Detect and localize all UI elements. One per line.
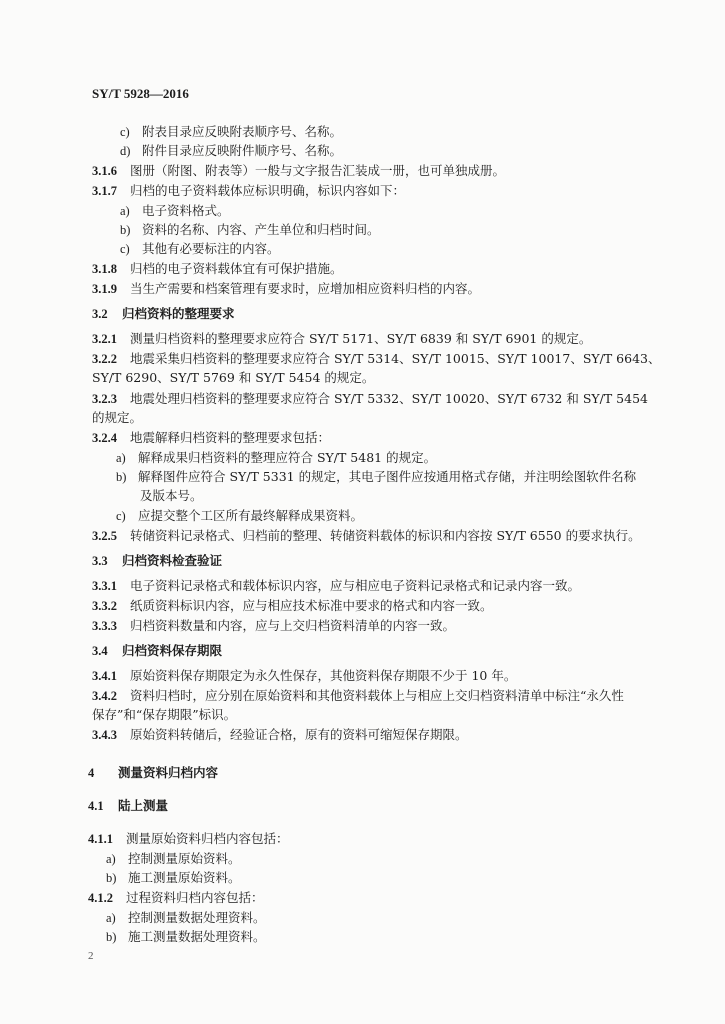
item-label: a) [120, 204, 130, 218]
line-text: 及版本号。 [140, 488, 203, 503]
line-text: 归档的电子资料载体宜有可保护措施。 [130, 261, 343, 276]
clause-number: 3.4.2 [92, 689, 117, 703]
clause-number: 3.2.2 [92, 352, 117, 366]
text-line [92, 391, 648, 407]
line-text: 附件目录应反映附件顺序号、名称。 [142, 143, 343, 158]
item-label: b) [106, 930, 117, 944]
text-line [116, 469, 636, 485]
text-line [92, 688, 624, 704]
line-text: 其他有必要标注的内容。 [142, 241, 280, 256]
clause-number: 3.1.6 [92, 164, 117, 178]
line-text: 原始资料保存期限定为永久性保存，其他资料保存期限不少于 10 年。 [130, 668, 517, 683]
item-label: d) [120, 144, 131, 158]
text-line [120, 143, 342, 159]
text-line [92, 578, 580, 594]
text-line [92, 183, 405, 199]
section-heading [88, 765, 218, 781]
clause-number: 3.2.3 [92, 392, 117, 406]
page-number: 2 [88, 950, 94, 962]
section-heading [88, 798, 168, 814]
line-text: 附表目录应反映附表顺序号、名称。 [142, 124, 343, 139]
text-line [106, 870, 241, 886]
text-line [92, 410, 142, 426]
line-text: 过程资料归档内容包括： [126, 890, 264, 905]
line-text: 陆上测量 [118, 798, 169, 813]
line-text: 解释成果归档资料的整理应符合 SY/T 5481 的规定。 [138, 450, 437, 465]
line-text: 控制测量原始资料。 [128, 851, 241, 866]
line-text: 的规定。 [92, 410, 143, 425]
clause-number: 3.2.1 [92, 332, 117, 346]
item-label: c) [116, 509, 126, 523]
clause-number: 4 [88, 766, 95, 780]
text-line [120, 241, 280, 257]
line-text: 归档的电子资料载体应标识明确，标识内容如下： [130, 183, 406, 198]
item-label: c) [120, 242, 130, 256]
text-line [92, 727, 468, 743]
text-line [92, 261, 343, 277]
clause-number: 3.4 [92, 644, 108, 658]
line-text: 测量资料归档内容 [118, 765, 219, 780]
line-text: 测量归档资料的整理要求应符合 SY/T 5171、SY/T 6839 和 SY/T 6901 的规定。 [130, 331, 592, 346]
standard-header: SY/T 5928—2016 [92, 86, 189, 101]
text-line [116, 450, 436, 466]
text-line [120, 222, 380, 238]
text-line [120, 124, 342, 140]
clause-number: 3.3.3 [92, 619, 117, 633]
text-line [106, 929, 266, 945]
line-text: 应提交整个工区所有最终解释成果资料。 [138, 508, 364, 523]
text-line [92, 331, 591, 347]
text-line [116, 508, 363, 524]
clause-number: 3.3.2 [92, 599, 117, 613]
line-text: 资料的名称、内容、产生单位和归档时间。 [142, 222, 380, 237]
text-line [92, 707, 236, 723]
text-line [120, 203, 230, 219]
text-line [106, 910, 266, 926]
text-line [140, 488, 203, 504]
section-heading [92, 643, 222, 659]
clause-number: 3.2.5 [92, 529, 117, 543]
line-text: 控制测量数据处理资料。 [128, 910, 266, 925]
clause-number: 3.3.1 [92, 579, 117, 593]
clause-number: 3.1.8 [92, 262, 117, 276]
clause-number: 4.1.2 [88, 891, 113, 905]
text-line [92, 351, 660, 367]
line-text: 测量原始资料归档内容包括： [126, 831, 289, 846]
clause-number: 3.4.3 [92, 728, 117, 742]
clause-number: 3.2.4 [92, 431, 117, 445]
line-text: 地震采集归档资料的整理要求应符合 SY/T 5314、SY/T 10015、SY/T 10017、SY/T 6643、 [130, 351, 661, 366]
item-label: b) [116, 470, 127, 484]
text-line [88, 890, 264, 906]
line-text: 转储资料记录格式、归档前的整理、转储资料载体的标识和内容按 SY/T 6550 的要求执行。 [130, 528, 641, 543]
item-label: b) [120, 223, 131, 237]
text-line [92, 528, 641, 544]
clause-number: 3.3 [92, 554, 108, 568]
line-text: SY/T 6290、SY/T 5769 和 SY/T 5454 的规定。 [92, 370, 375, 385]
text-line [92, 370, 374, 386]
line-text: 施工测量原始资料。 [128, 870, 241, 885]
item-label: a) [116, 451, 126, 465]
clause-number: 4.1 [88, 799, 104, 813]
line-text: 原始资料转储后，经验证合格，原有的资料可缩短保存期限。 [130, 727, 468, 742]
line-text: 资料归档时，应分别在原始资料和其他资料载体上与相应上交归档资料清单中标注“永久性 [130, 688, 624, 703]
line-text: 地震处理归档资料的整理要求应符合 SY/T 5332、SY/T 10020、SY/T 6732 和 SY/T 5454 [130, 391, 648, 406]
text-line [92, 163, 505, 179]
clause-number: 3.2 [92, 307, 108, 321]
line-text: 电子资料格式。 [142, 203, 230, 218]
line-text: 纸质资料标识内容，应与相应技术标准中要求的格式和内容一致。 [130, 598, 493, 613]
line-text: 归档资料保存期限 [122, 643, 223, 658]
clause-number: 3.4.1 [92, 669, 117, 683]
line-text: 图册（附图、附表等）一般与文字报告汇装成一册，也可单独成册。 [130, 163, 506, 178]
text-line [106, 851, 241, 867]
text-line [92, 281, 480, 297]
text-line [92, 668, 516, 684]
clause-number: 3.1.9 [92, 282, 117, 296]
section-heading [92, 553, 222, 569]
line-text: 解释图件应符合 SY/T 5331 的规定，其电子图件应按通用格式存储，并注明绘图软件名称 [138, 469, 637, 484]
item-label: a) [106, 911, 116, 925]
line-text: 归档资料数量和内容，应与上交归档资料清单的内容一致。 [130, 618, 456, 633]
clause-number: 4.1.1 [88, 832, 113, 846]
item-label: c) [120, 125, 130, 139]
text-line [92, 598, 493, 614]
item-label: b) [106, 871, 117, 885]
text-line [92, 618, 455, 634]
clause-number: 3.1.7 [92, 184, 117, 198]
line-text: 保存”和“保存期限”标识。 [92, 707, 237, 722]
text-line [92, 430, 330, 446]
line-text: 地震解释归档资料的整理要求包括： [130, 430, 331, 445]
line-text: 电子资料记录格式和载体标识内容，应与相应电子资料记录格式和记录内容一致。 [130, 578, 581, 593]
line-text: 归档资料的整理要求 [122, 306, 235, 321]
item-label: a) [106, 852, 116, 866]
line-text: 当生产需要和档案管理有要求时，应增加相应资料归档的内容。 [130, 281, 481, 296]
line-text: 归档资料检查验证 [122, 553, 223, 568]
line-text: 施工测量数据处理资料。 [128, 929, 266, 944]
text-line [88, 831, 289, 847]
section-heading [92, 306, 235, 322]
